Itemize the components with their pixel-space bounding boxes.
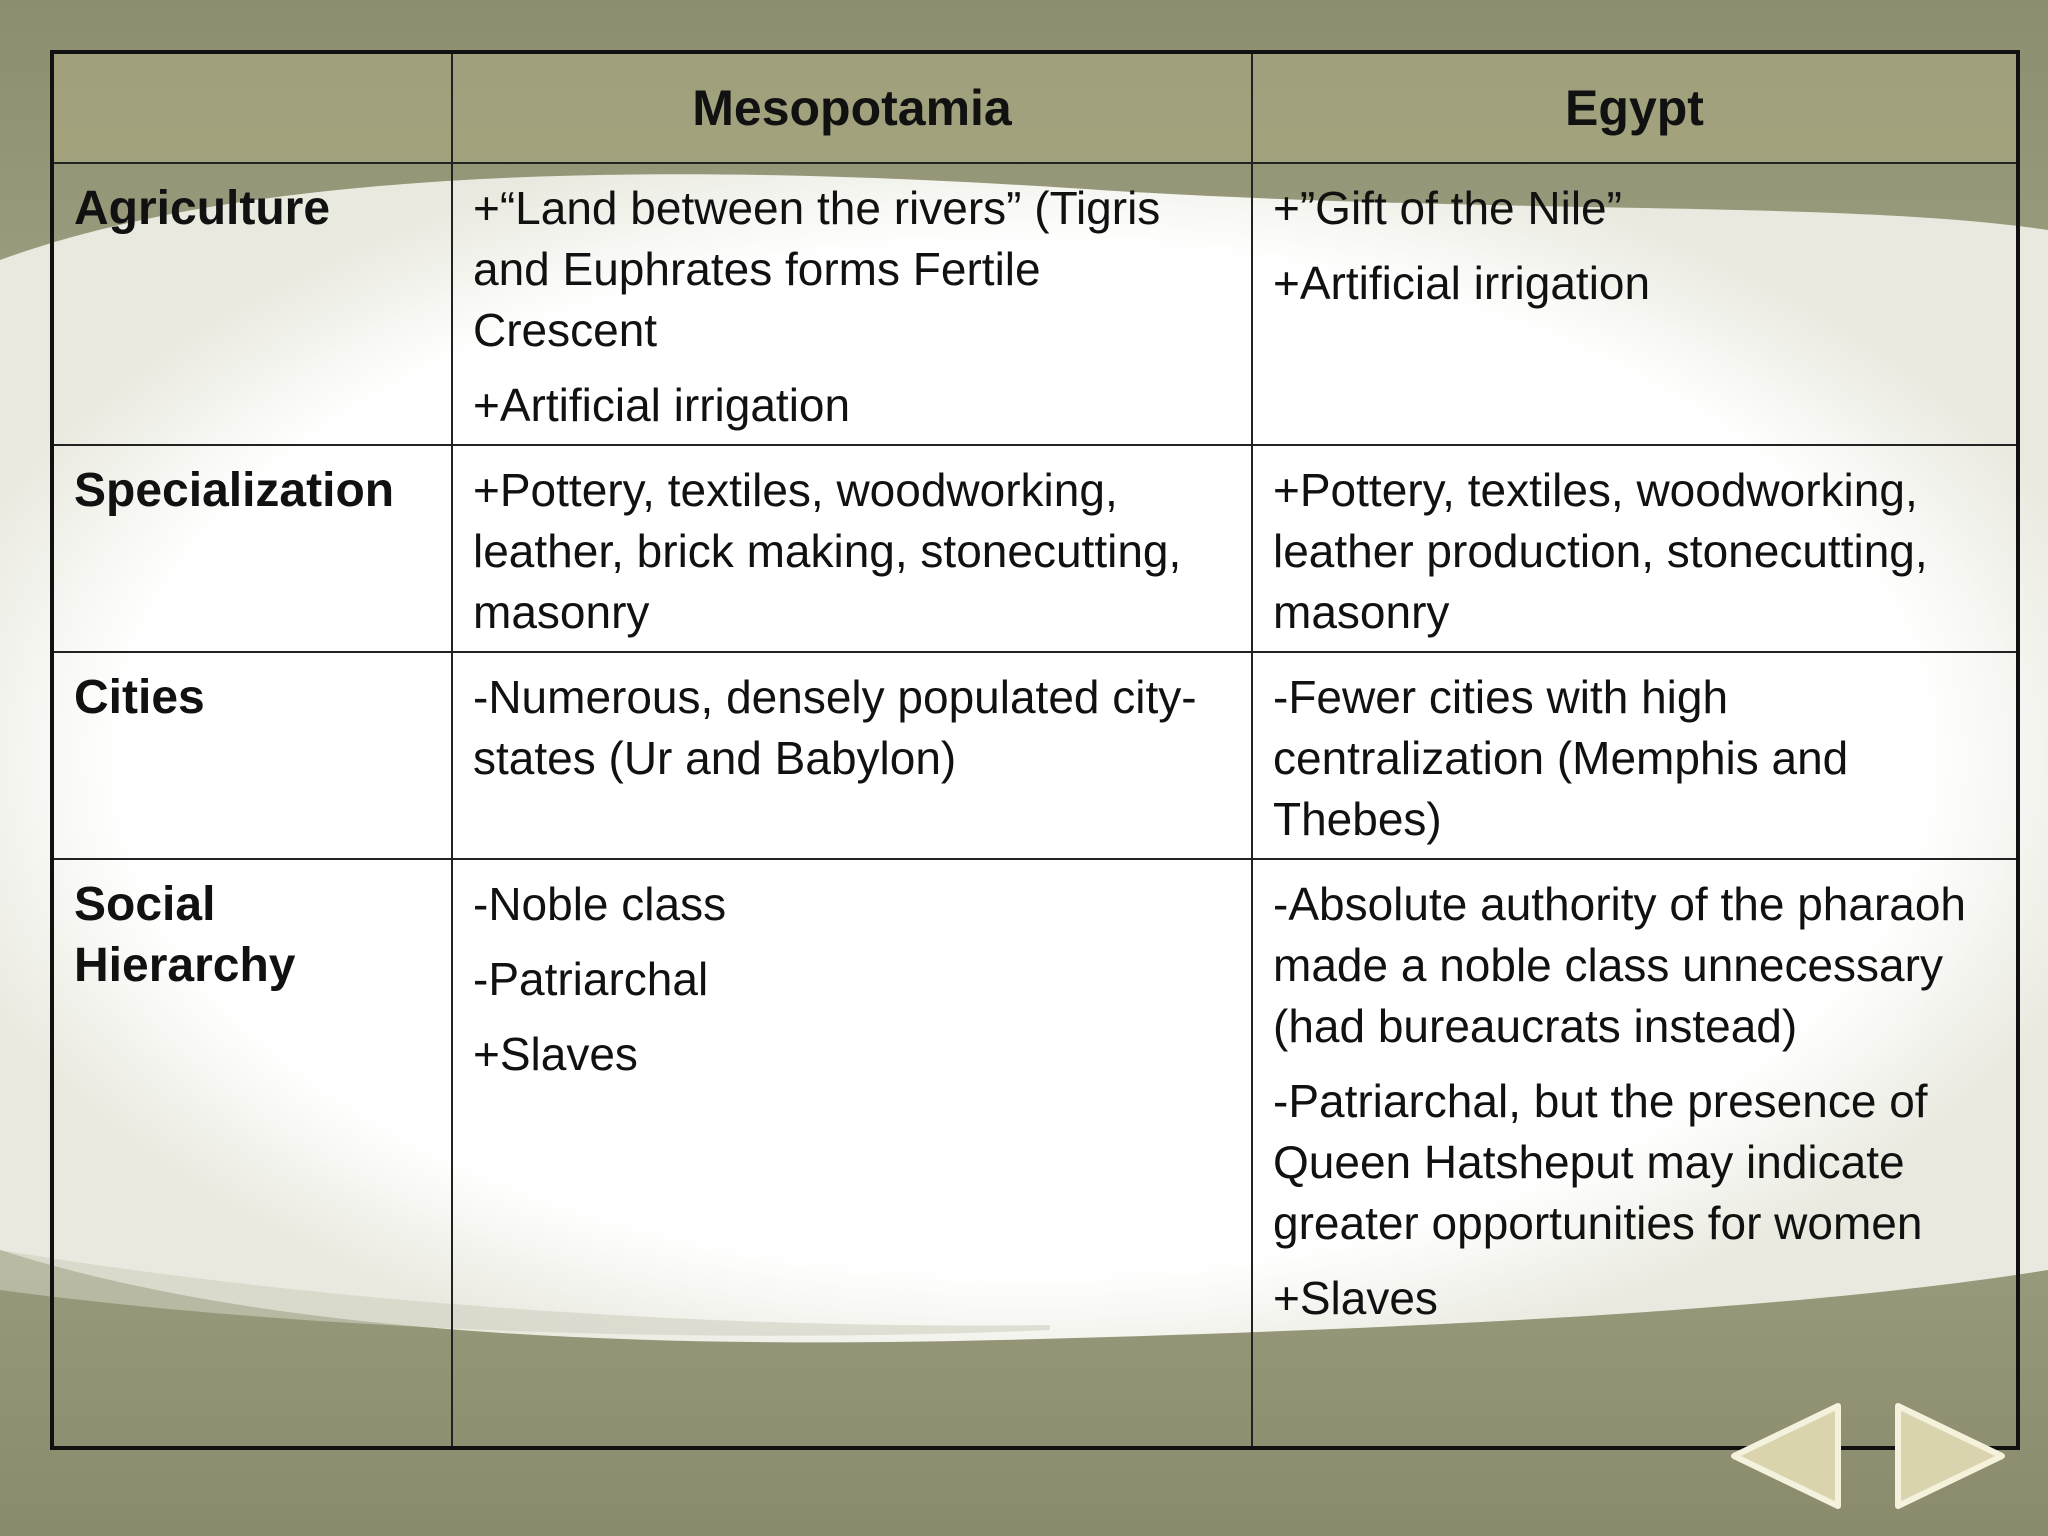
triangle-left-icon bbox=[1734, 1406, 1838, 1506]
cell-text: -Numerous, densely populated city-states (Ur and Babylon) bbox=[473, 671, 1197, 784]
cell-text: +”Gift of the Nile” bbox=[1273, 182, 1622, 234]
cell-text: -Fewer cities with high centralization (Memphis and Thebes) bbox=[1273, 671, 1849, 845]
header-egypt: Egypt bbox=[1252, 52, 2018, 163]
comparison-table bbox=[50, 50, 2020, 1450]
table-row bbox=[52, 445, 2018, 652]
row-label: Social Hierarchy bbox=[52, 859, 452, 1448]
cell-text: +Slaves bbox=[1273, 1272, 1438, 1324]
egypt-cell bbox=[1252, 859, 2018, 1448]
cell-text: +Slaves bbox=[473, 1028, 638, 1080]
header-row bbox=[52, 52, 2018, 163]
cell-text: +Artificial irrigation bbox=[473, 379, 851, 431]
cell-text: -Patriarchal, but the presence of Queen Hatsheput may indicate greater opportunities for women bbox=[1273, 1075, 1928, 1249]
row-label: Cities bbox=[52, 652, 452, 859]
header-mesopotamia: Mesopotamia bbox=[452, 52, 1252, 163]
cell-text: -Noble class bbox=[473, 878, 727, 930]
cell-text: -Patriarchal bbox=[473, 953, 709, 1005]
header-blank bbox=[52, 52, 452, 163]
table-row bbox=[52, 652, 2018, 859]
table-row bbox=[52, 859, 2018, 1448]
mesopotamia-cell bbox=[452, 163, 1252, 445]
triangle-right-icon bbox=[1898, 1406, 2002, 1506]
next-slide-button[interactable] bbox=[1888, 1398, 2012, 1514]
mesopotamia-cell bbox=[452, 859, 1252, 1448]
egypt-cell bbox=[1252, 652, 2018, 859]
row-label: Specialization bbox=[52, 445, 452, 652]
mesopotamia-cell bbox=[452, 652, 1252, 859]
egypt-cell bbox=[1252, 445, 2018, 652]
cell-text: +“Land between the rivers” (Tigris and Euphrates forms Fertile Crescent bbox=[473, 182, 1161, 356]
previous-slide-button[interactable] bbox=[1724, 1398, 1848, 1514]
row-label: Agriculture bbox=[52, 163, 452, 445]
egypt-cell bbox=[1252, 163, 2018, 445]
cell-text: +Artificial irrigation bbox=[1273, 257, 1651, 309]
table-row bbox=[52, 163, 2018, 445]
cell-text: +Pottery, textiles, woodworking, leather, brick making, stonecutting, masonry bbox=[473, 464, 1182, 638]
mesopotamia-cell bbox=[452, 445, 1252, 652]
cell-text: +Pottery, textiles, woodworking, leather production, stonecutting, masonry bbox=[1273, 464, 1928, 638]
cell-text: -Absolute authority of the pharaoh made a noble class unnecessary (had bureaucrats instead) bbox=[1273, 878, 1967, 1052]
